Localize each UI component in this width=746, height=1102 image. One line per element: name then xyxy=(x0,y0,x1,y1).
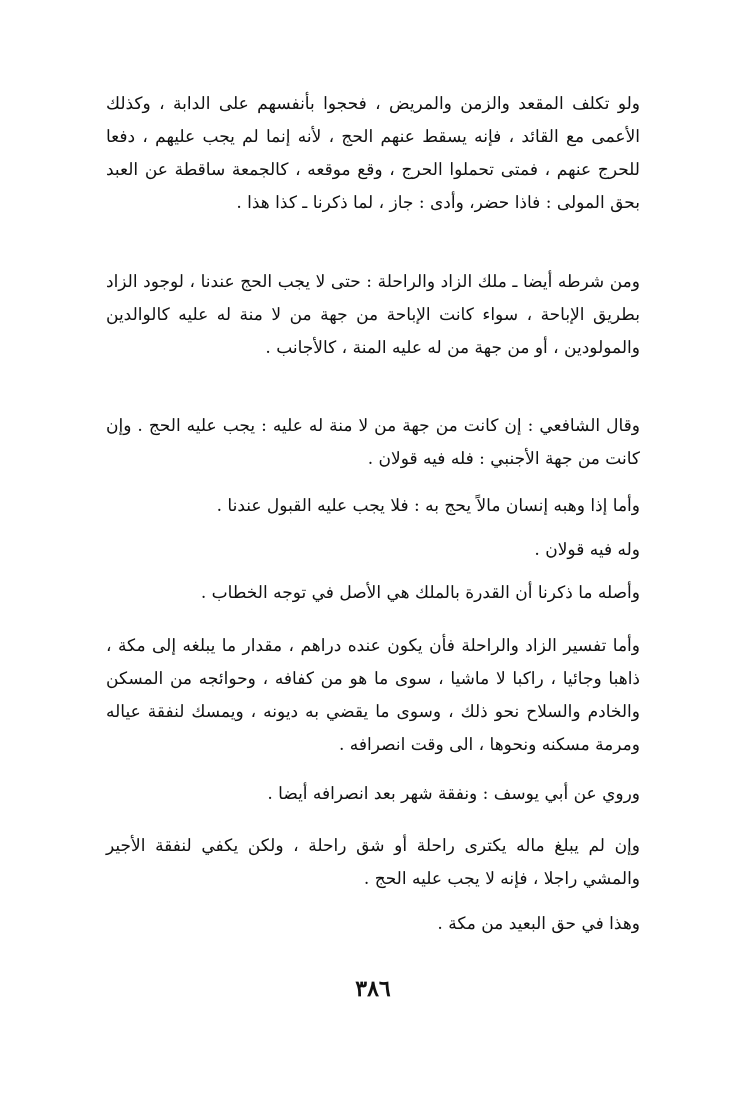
paragraph-8: وروي عن أبي يوسف : ونفقة شهر بعد انصرافه أيضا . xyxy=(267,784,640,804)
paragraph-4: وأما إذا وهبه إنسان مالاً يحج به : فلا يجب عليه القبول عندنا . xyxy=(216,496,640,516)
paragraph-9: وإن لم يبلغ ماله يكترى راحلة أو شق راحلة ، ولكن يكفي لنفقة الأجير والمشي راجلا ، فإنه لا يجب عليه الحج . xyxy=(106,836,640,889)
paragraph-3: وقال الشافعي : إن كانت من جهة من لا منة له عليه : يجب عليه الحج . وإن كانت من جهة الأجنبي : فله فيه قولان . xyxy=(106,416,640,469)
paragraph-6: وأصله ما ذكرنا أن القدرة بالملك هي الأصل في توجه الخطاب . xyxy=(200,583,640,603)
paragraph-10: وهذا في حق البعيد من مكة . xyxy=(437,914,640,934)
paragraph-2: ومن شرطه أيضا ـ ملك الزاد والراحلة : حتى لا يجب الحج عندنا ، لوجود الزاد بطريق الإباحة ، سواء كانت الإباحة من جهة من لا منة له عليه كالوالدين والمولودين ، أو من جهة من له عليه المنة ، كالأجانب . xyxy=(106,272,640,358)
page-number: ٣٨٦ xyxy=(355,976,391,1002)
paragraph-7: وأما تفسير الزاد والراحلة فأن يكون عنده دراهم ، مقدار ما يبلغه إلى مكة ، ذاهبا وجائيا ، راكبا لا ماشيا ، سوى ما هو من كفافه ، وحوائجه من المسكن والخادم والسلاح نحو ذلك ، وسوى ما يقضي به ديونه ، ويمسك لنفقة عياله ومرمة مسكنه ونحوها ، الى وقت انصرافه . xyxy=(106,636,640,755)
paragraph-5: وله فيه قولان . xyxy=(534,540,640,560)
paragraph-1: ولو تكلف المقعد والزمن والمريض ، فحجوا بأنفسهم على الدابة ، وكذلك الأعمى مع القائد ، فإنه يسقط عنهم الحج ، لأنه إنما لم يجب عليهم ، دفعا للحرج عنهم ، فمتى تحملوا الحرج ، وقع موقعه ، كالجمعة ساقطة عن العبد بحق المولى : فاذا حضر، وأدى : جاز ، لما ذكرنا ـ كذا هذا . xyxy=(106,94,640,213)
